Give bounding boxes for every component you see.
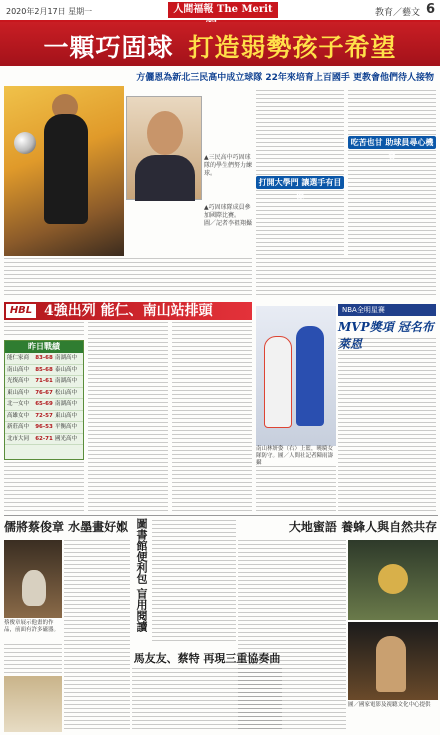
- coach-portrait: [126, 96, 202, 200]
- scoreboard-title: 昨日戰績: [5, 341, 83, 353]
- athlete-photo: [4, 86, 124, 256]
- scoreboard: [4, 340, 84, 460]
- article-text: [152, 520, 236, 644]
- score-row: 能仁家商 83-68 南湖高中: [5, 353, 83, 365]
- score-row: 新莊高中 96-53 平衡高中: [5, 422, 83, 434]
- section-name: 教育／藝文: [374, 8, 420, 18]
- calligraphy-photo: [4, 540, 62, 618]
- article-text: [4, 462, 84, 512]
- article-text: [4, 322, 84, 338]
- article-text: [4, 644, 62, 674]
- section-divider: [4, 515, 438, 516]
- page-number: 6: [425, 2, 435, 17]
- photo-caption-2: ▲巧固球隊成員參加國際比賽。 圖／記者李祖翔攝: [204, 204, 253, 228]
- score-row: 南山高中 85-68 泰山高中: [5, 365, 83, 377]
- arts-headline-4: 大地蜜語 養蜂人與自然共存: [288, 520, 438, 534]
- photo-caption: 南山林妍姿（右）上籃，曉騎女隊防守。圖／人間社記者陳雨濤攝: [256, 446, 334, 466]
- arts-headline-2: 圖書館便利包 盲用閱讀: [135, 518, 148, 632]
- section-subtitle: 打開大學門 讓選手有目標: [256, 176, 344, 189]
- article-text: [64, 540, 130, 732]
- issue-date: 2020年2月17日 星期一: [6, 7, 93, 16]
- photo-caption: ▲三民高中巧固球隊的學生們努力練球。: [204, 154, 253, 178]
- arts-headline-3: 馬友友、蔡特 再現三重協奏曲: [133, 652, 281, 665]
- photo-caption: 圖／國家電影及視聽文化中心提供: [348, 702, 431, 708]
- beekeeper-photo: [348, 622, 438, 700]
- hbl-tag: HBL: [6, 304, 36, 318]
- nba-section-tag: NBA全明星賽: [338, 304, 436, 316]
- nba-headline: MVP獎項 冠名布萊恩: [338, 320, 434, 351]
- page-header: [0, 0, 440, 22]
- article-text: [172, 322, 252, 512]
- article-text: [4, 258, 252, 298]
- article-text: [238, 540, 346, 732]
- article-text: [338, 338, 436, 512]
- section-subtitle: 吃苦也甘 助球員尋心機會: [348, 136, 436, 149]
- article-text: [256, 258, 436, 298]
- subheadline: 方儷恩為新北三民高中成立球隊 22年來培育上百國手 更教會他們待人接物: [136, 73, 434, 83]
- article-text: [88, 322, 168, 512]
- headline-part1: 一顆巧固球: [43, 33, 174, 62]
- article-text: [256, 466, 336, 512]
- bee-photo: [348, 540, 438, 620]
- main-headline: [0, 22, 440, 66]
- score-row: 東山高中 76-67 松山高中: [5, 388, 83, 400]
- article-text: [348, 90, 436, 255]
- newspaper-logo: 人間福報 The Merit: [168, 2, 278, 18]
- article-text: [256, 90, 344, 255]
- sports-headline: [4, 302, 252, 320]
- photo-caption: 蔡俊章展示他畫的作品，前面有許多磁器。: [4, 620, 60, 633]
- score-row: 光復高中 71-61 南湖高中: [5, 376, 83, 388]
- basketball-photo: [256, 306, 336, 446]
- score-row: 高雄女中 72-57 東山高中: [5, 411, 83, 423]
- headline-part2: 打造弱勢孩子希望: [188, 33, 397, 62]
- score-row: 北市大同 62-71 國光高中: [5, 434, 83, 446]
- sports-title: 4強出列 能仁、南山站排頭: [44, 303, 213, 319]
- ball-icon: [14, 132, 36, 154]
- artwork-photo: [4, 676, 62, 732]
- score-row: 北一女中 65-69 南湖高中: [5, 399, 83, 411]
- arts-headline-1: 儒將蔡俊章 水墨畫好娰: [4, 520, 129, 534]
